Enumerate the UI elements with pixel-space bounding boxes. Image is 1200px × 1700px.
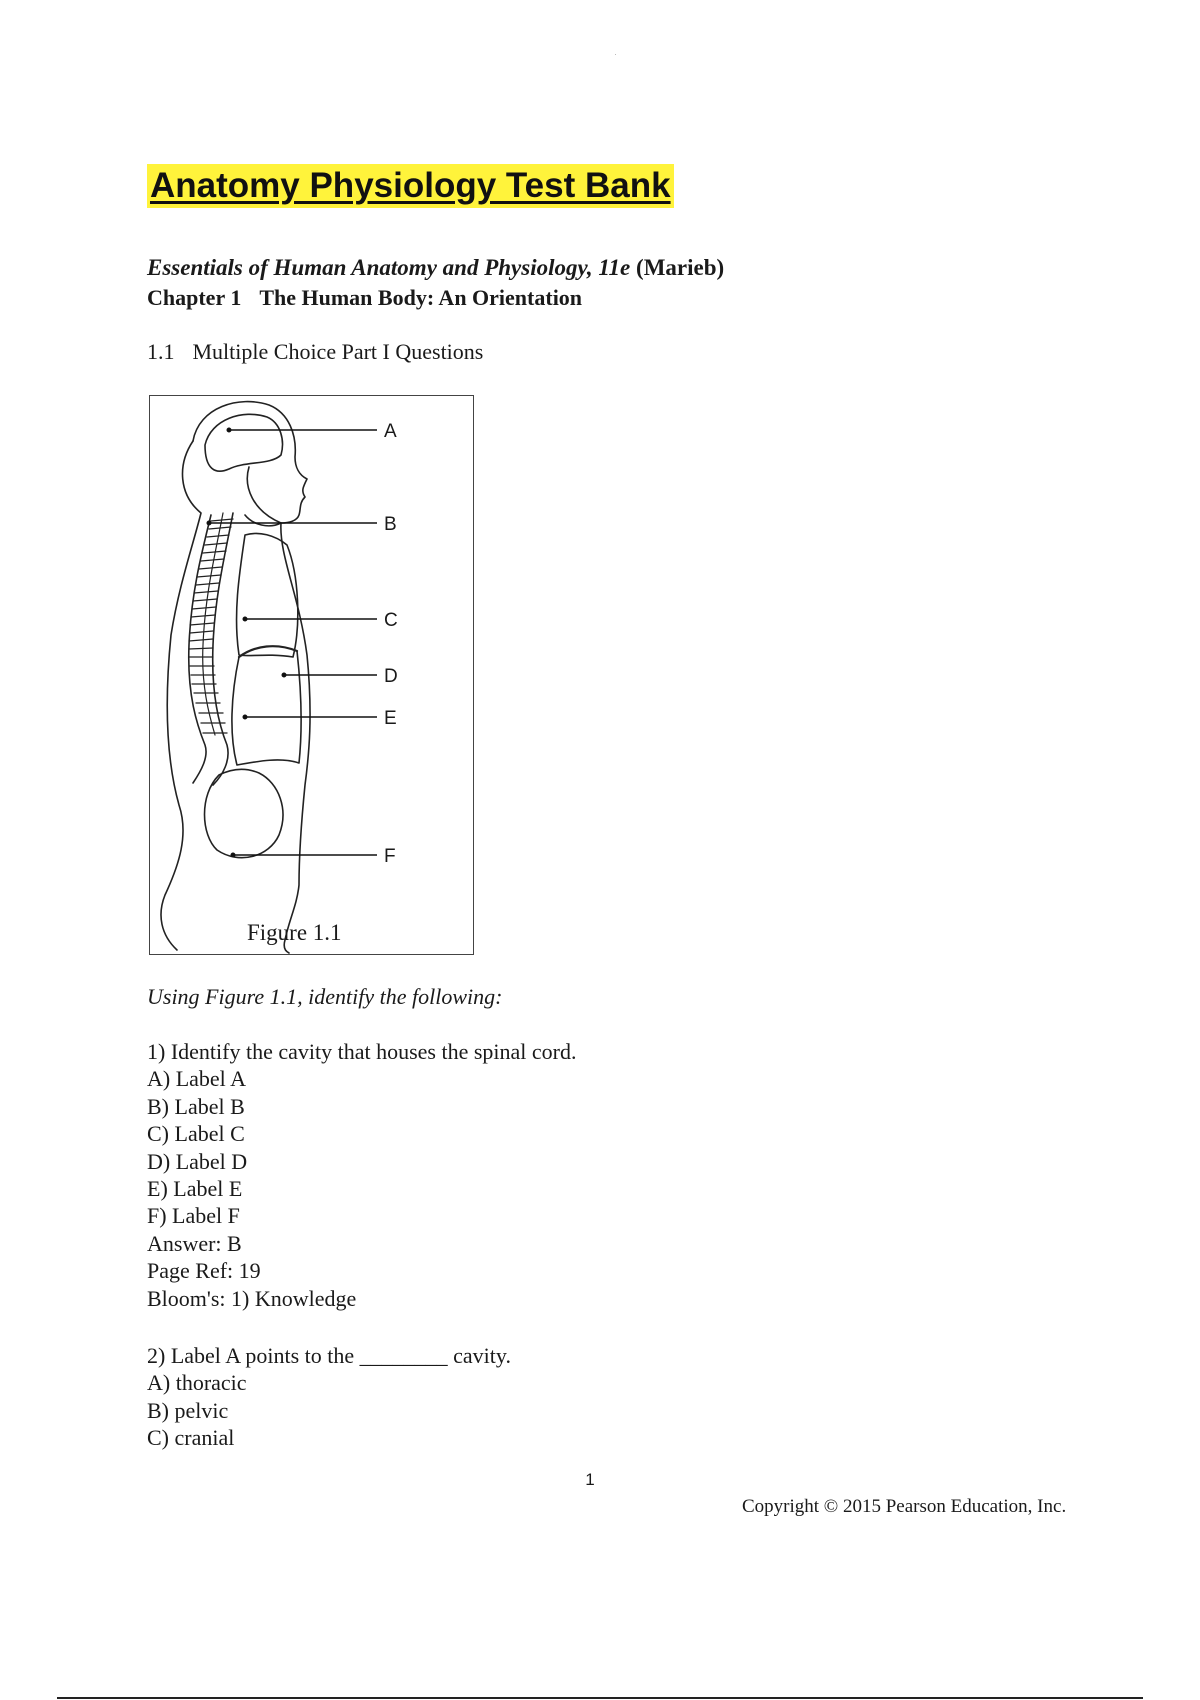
answer-option: C) Label C — [147, 1121, 245, 1147]
figure-caption: Figure 1.1 — [247, 920, 342, 945]
page-number: 1 — [585, 1470, 595, 1489]
answer-option: A) thoracic — [147, 1370, 247, 1396]
leader-dot-b — [207, 521, 211, 525]
jaw-outline — [245, 467, 281, 526]
answer-option: F) Label F — [147, 1203, 240, 1229]
figure-label-e: E — [384, 708, 397, 729]
book-citation — [147, 254, 724, 282]
figure-label-a: A — [384, 421, 397, 442]
page-reference: Page Ref: 19 — [147, 1258, 261, 1284]
question-1 — [147, 1038, 577, 1312]
figure-label-c: C — [384, 610, 398, 631]
body-back-outline — [161, 441, 201, 950]
book-title: Essentials of Human Anatomy and Physiology, 11e — [147, 255, 631, 280]
book-author: (Marieb) — [636, 255, 725, 280]
section-heading — [147, 338, 483, 366]
chapter-heading — [147, 284, 582, 312]
question-stem: 2) Label A points to the ________ cavity. — [147, 1343, 511, 1368]
answer-key: Answer: B — [147, 1230, 242, 1256]
abdominal-cavity-outline — [232, 651, 301, 765]
chapter-name: The Human Body: An Orientation — [259, 285, 583, 310]
answer-option: D) Label D — [147, 1148, 248, 1174]
leader-dot-c — [243, 617, 247, 621]
page-speck — [615, 54, 616, 55]
skull-outline — [193, 402, 307, 523]
answer-option: A) Label A — [147, 1066, 246, 1092]
blooms-level: Bloom's: 1) Knowledge — [147, 1285, 357, 1311]
answer-option: E) Label E — [147, 1176, 243, 1202]
leader-dot-d — [282, 673, 286, 677]
answer-option: B) pelvic — [147, 1397, 229, 1423]
body-cavities-figure — [149, 395, 474, 955]
document-title: Anatomy Physiology Test Bank — [147, 164, 674, 208]
body-front-outline — [281, 523, 310, 953]
copyright-notice: Copyright © 2015 Pearson Education, Inc. — [742, 1496, 1067, 1517]
leader-dot-f — [231, 853, 235, 857]
chapter-number: Chapter 1 — [147, 285, 242, 310]
answer-option: B) Label B — [147, 1093, 245, 1119]
leader-lines — [207, 428, 377, 857]
section-name: Multiple Choice Part I Questions — [192, 339, 484, 364]
section-number: 1.1 — [147, 339, 175, 364]
leader-dot-e — [243, 715, 247, 719]
figure-instruction: Using Figure 1.1, identify the following: — [147, 984, 503, 1009]
answer-option: C) cranial — [147, 1425, 235, 1451]
vertebrae — [189, 519, 233, 733]
thoracic-cavity-outline — [237, 533, 298, 657]
figure-label-d: D — [384, 666, 398, 687]
figure-label-b: B — [384, 514, 397, 535]
vertebral-column-front — [213, 513, 233, 785]
question-stem: 1) Identify the cavity that houses the spinal cord. — [147, 1039, 577, 1064]
cranial-cavity-outline — [205, 414, 282, 471]
page-bottom-rule — [57, 1697, 1143, 1699]
question-2 — [147, 1342, 511, 1452]
leader-dot-a — [227, 428, 231, 432]
figure-label-f: F — [384, 846, 396, 867]
